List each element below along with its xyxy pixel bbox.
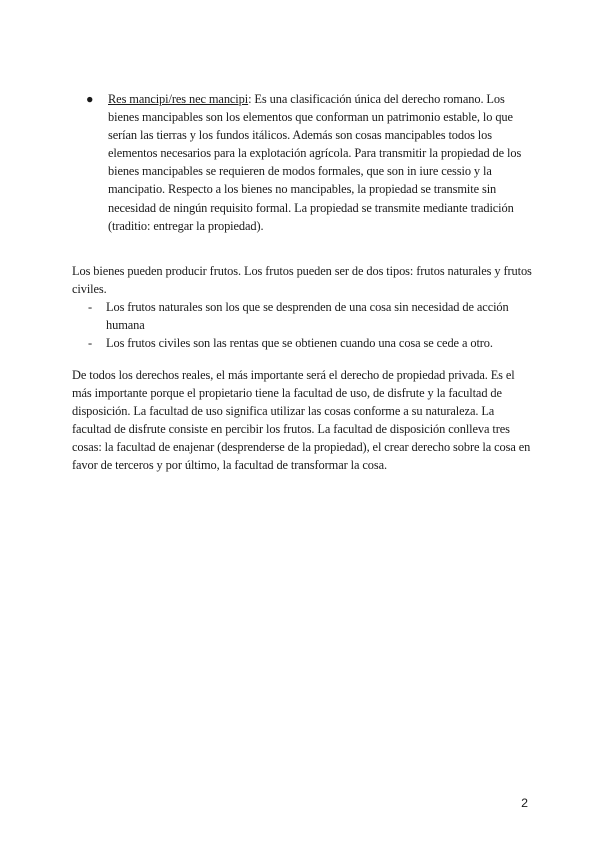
bullet-paragraph — [108, 90, 526, 235]
bullet-body: : Es una clasificación única del derecho romano. Los bienes mancipables son los elementos que conforman un patrimonio estable, lo que serían las tierras y los fundos itálicos. Además son cosas mancipables todos los elementos necesarios para la explotación agrícola. Para transmitir la propiedad de los bienes mancipables se requieren de modos formales, que son in iure cessio y la mancipatio. Respecto a los bienes no mancipables, la propiedad se transmite sin necesidad de ningún requisito formal. La propiedad se transmite mediante tradición (traditio: entregar la propiedad). — [108, 92, 522, 233]
dash-marker: - — [88, 300, 93, 314]
page-number: 2 — [521, 796, 528, 810]
bullet-marker: ● — [86, 92, 94, 106]
list-item-text: Los frutos naturales son los que se desprenden de una cosa sin necesidad de acción humana — [106, 300, 509, 333]
bullet-term: Res mancipi/res nec mancipi — [108, 92, 249, 106]
list-item-frutos-naturales — [86, 298, 532, 334]
paragraph-derecho-propiedad: De todos los derechos reales, el más importante será el derecho de propiedad privada. Es el más importante porque el propietario tiene la facultad de uso, de disfrute y la facultad de disposición. La facultad de uso significa utilizar las cosas conforme a su naturaleza. La facultad de disfrute consiste en percibir los frutos. La facultad de disposición conlleva tres cosas: la facultad de enajenar (desprenderse de la propiedad), el crear derecho sobre la cosa en favor de terceros y por último, la facultad de transformar la cosa. — [72, 368, 531, 473]
list-item-frutos-civiles — [86, 334, 532, 352]
dash-marker: - — [88, 336, 93, 351]
paragraph-frutos-intro: Los bienes pueden producir frutos. Los frutos pueden ser de dos tipos: frutos naturales y frutos civiles. — [72, 264, 532, 297]
frutos-list — [86, 298, 532, 352]
list-item-text: Los frutos civiles son las rentas que se obtienen cuando una cosa se cede a otro. — [106, 336, 493, 351]
